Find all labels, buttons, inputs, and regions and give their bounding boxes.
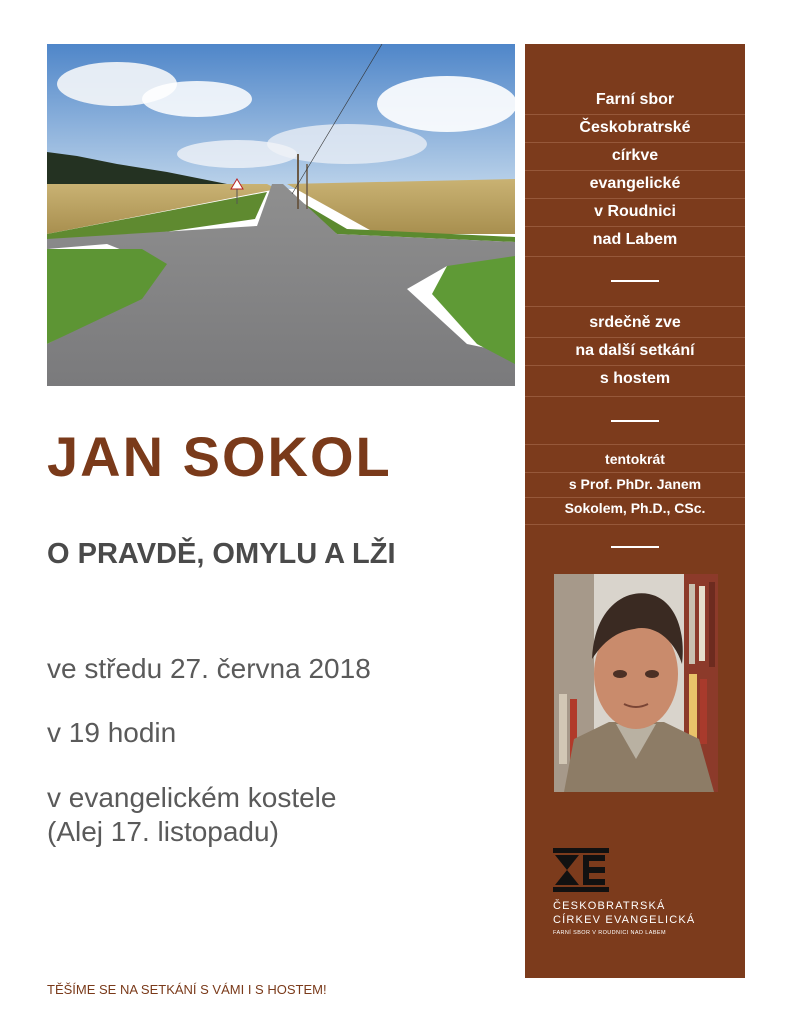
- dash-separator: [611, 546, 659, 548]
- speaker-name: JAN SOKOL: [47, 425, 392, 488]
- panel-divider: [525, 524, 745, 525]
- panel-divider: [525, 444, 745, 445]
- organizer-line-6: nad Labem: [592, 231, 678, 248]
- dash-separator: [611, 280, 659, 282]
- organizer-line-3: církve: [611, 147, 659, 164]
- invite-line-3: s hostem: [599, 370, 671, 387]
- panel-divider: [525, 337, 745, 338]
- guest-line-3: Sokolem, Ph.D., CSc.: [564, 500, 706, 516]
- organizer-line-1: Farní sbor: [595, 91, 675, 108]
- logo-text-line-1: ČESKOBRATRSKÁ: [553, 900, 666, 912]
- event-place: v evangelickém kostele: [47, 782, 337, 813]
- invite-line-2: na další setkání: [575, 342, 695, 359]
- organizer-panel: [525, 44, 745, 978]
- dash-separator: [611, 420, 659, 422]
- panel-divider: [525, 170, 745, 171]
- organizer-line-4: evangelické: [589, 175, 681, 192]
- logo-text-line-3: FARNÍ SBOR V ROUDNICI NAD LABEM: [553, 930, 666, 936]
- guest-line-2: s Prof. PhDr. Janem: [568, 476, 702, 492]
- panel-divider: [525, 472, 745, 473]
- panel-divider: [525, 142, 745, 143]
- panel-divider: [525, 198, 745, 199]
- event-street: (Alej 17. listopadu): [47, 816, 279, 847]
- panel-divider: [525, 226, 745, 227]
- cce-logo-icon: [553, 848, 609, 892]
- road-crossing-photo: [47, 44, 515, 386]
- panel-divider: [525, 114, 745, 115]
- event-time: v 19 hodin: [47, 717, 177, 748]
- panel-divider: [525, 396, 745, 397]
- organizer-line-5: v Roudnici: [594, 203, 676, 220]
- panel-divider: [525, 306, 745, 307]
- guest-line-1: tentokrát: [605, 451, 665, 467]
- event-date: ve středu 27. června 2018: [47, 653, 371, 684]
- organizer-line-2: Českobratrské: [579, 119, 691, 136]
- panel-divider: [525, 256, 745, 257]
- panel-divider: [525, 497, 745, 498]
- logo-text-line-2: CÍRKEV EVANGELICKÁ: [553, 914, 696, 926]
- lecture-topic: O PRAVDĚ, OMYLU A LŽI: [47, 538, 396, 570]
- invite-line-1: srdečně zve: [589, 314, 681, 331]
- guest-portrait: [554, 574, 718, 792]
- closing-line: TĚŠÍME SE NA SETKÁNÍ S VÁMI I S HOSTEM!: [47, 982, 327, 997]
- panel-divider: [525, 365, 745, 366]
